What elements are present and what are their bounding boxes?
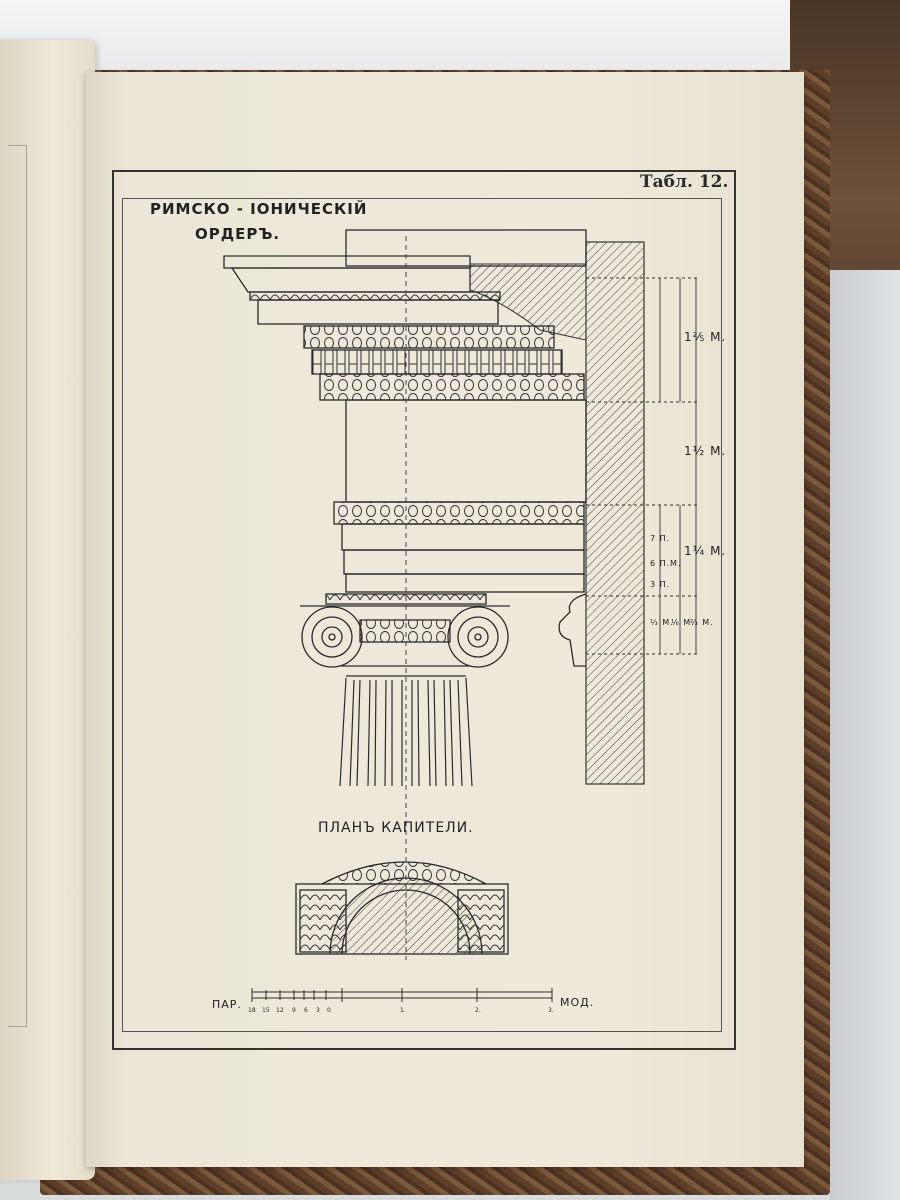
- dim-label-small-1: 7 П.: [650, 534, 671, 543]
- dim-label-architrave: 1¼ М.: [684, 544, 727, 558]
- scale-tick-2: 2.: [475, 1007, 481, 1014]
- scale-tick-12: 12: [276, 1007, 284, 1014]
- scale-tick-3: 3: [316, 1007, 320, 1014]
- scale-tick-18: 18: [248, 1007, 256, 1014]
- scale-tick-3-mod: 3.: [548, 1007, 554, 1014]
- plate-number: Табл. 12.: [640, 172, 729, 192]
- scale-tick-0: 0: [327, 1007, 331, 1014]
- dim-label-small-3: 3 П.: [650, 580, 671, 589]
- plate-title-line1: РИМСКО - IОНИЧЕСКIЙ: [150, 200, 368, 218]
- scale-tick-9: 9: [292, 1007, 296, 1014]
- dim-label-entablature-top: 1⅖ М.: [684, 330, 727, 344]
- dim-label-small-2: 6 П.: [650, 559, 671, 568]
- scale-tick-15: 15: [262, 1007, 270, 1014]
- dim-label-cap-3: ⅔ М.: [690, 618, 714, 627]
- dim-label-small-4: М.: [670, 559, 682, 568]
- dim-label-cap-2: ⅙ М.: [671, 618, 695, 627]
- scale-right-label: МОД.: [560, 996, 595, 1009]
- scale-tick-6: 6: [304, 1007, 308, 1014]
- plan-title: ПЛАНЪ КАПИТЕЛИ.: [318, 820, 474, 836]
- plate-title-line2: ОРДЕРЪ.: [195, 225, 281, 243]
- dim-label-cap-1: ⅓ М.: [650, 618, 674, 627]
- scale-left-label: ПАР.: [212, 998, 242, 1011]
- scale-tick-1: 1.: [400, 1007, 406, 1014]
- dim-label-frieze: 1½ М.: [684, 444, 727, 458]
